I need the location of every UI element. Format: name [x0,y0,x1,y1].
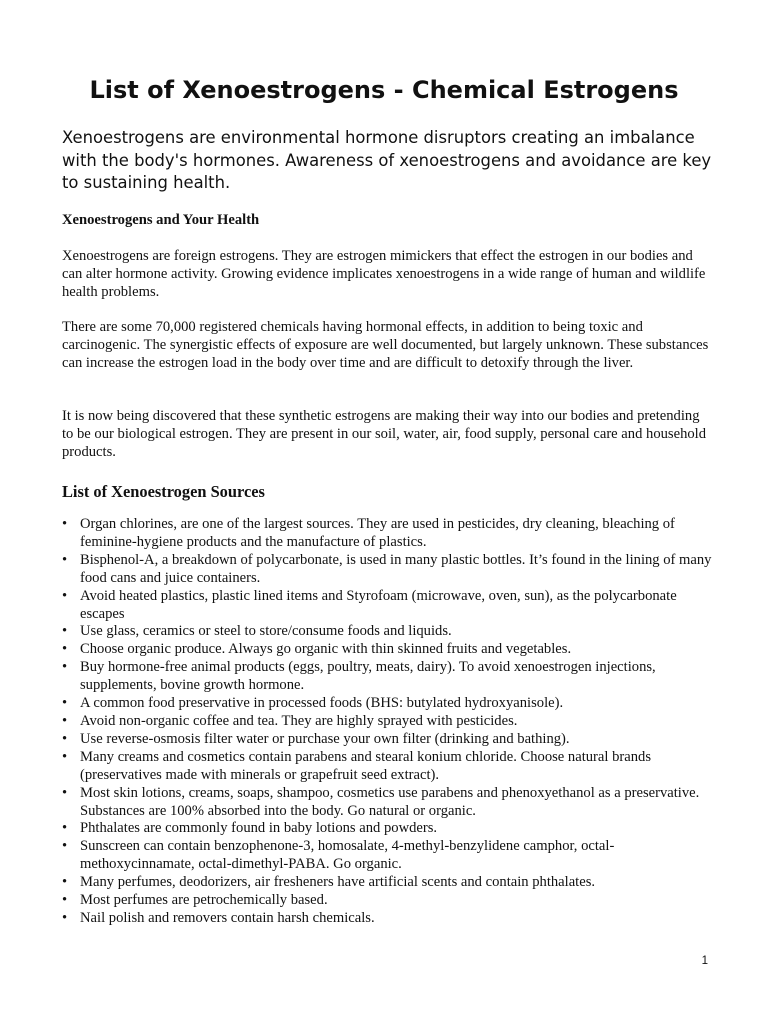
body-paragraph: It is now being discovered that these synthetic estrogens are making their way into our bodies and pretending to be our biological estrogen. They are present in our soil, water, air, food supply, personal care and household products. [62,408,707,461]
list-item-text: Nail polish and removers contain harsh chemicals. [80,909,375,926]
list-item-text: Buy hormone-free animal products (eggs, poultry, meats, dairy). To avoid xenoestrogen injections, supplements, bovine growth hormone. [80,659,656,694]
health-heading: Xenoestrogens and Your Health [62,212,260,228]
bullet-icon: • [62,874,68,891]
body-paragraph: Xenoestrogens are foreign estrogens. They are estrogen mimickers that effect the estrogen in our bodies and can alter hormone activity. Growing evidence implicates xenoestrogens in a wide range of human and wildlife health problems. [62,248,706,301]
sources-list [62,516,712,928]
body-paragraph: There are some 70,000 registered chemicals having hormonal effects, in addition to being toxic and carcinogenic. The synergistic effects of exposure are well documented, but largely unknown. These substances can increase the estrogen load in the body over time and are difficult to detoxify through the liver. [62,319,709,372]
bullet-icon: • [62,838,68,855]
list-item [62,892,712,910]
bullet-icon: • [62,712,68,729]
list-item-text: Phthalates are commonly found in baby lotions and powders. [80,820,438,837]
list-item-text: Choose organic produce. Always go organic with thin skinned fruits and vegetables. [80,641,572,658]
page-number: 1 [701,955,708,967]
intro-paragraph: Xenoestrogens are environmental hormone disruptors creating an imbalance with the body's hormones. Awareness of xenoestrogens and avoidance are key to sustaining health. [62,128,712,192]
bullet-icon: • [62,748,68,765]
bullet-icon: • [62,892,68,909]
list-item [62,516,712,552]
sources-heading: List of Xenoestrogen Sources [62,482,265,501]
bullet-icon: • [62,730,68,747]
list-item [62,552,712,588]
list-item [62,713,712,731]
list-item [62,749,712,785]
list-item [62,641,712,659]
list-item [62,910,712,928]
list-item-text: A common food preservative in processed foods (BHS: butylated hydroxyanisole). [80,695,564,712]
list-item-text: Most perfumes are petrochemically based. [80,892,328,909]
bullet-icon: • [62,551,68,568]
list-item-text: Use glass, ceramics or steel to store/consume foods and liquids. [80,623,452,640]
list-item-text: Organ chlorines, are one of the largest sources. They are used in pesticides, dry cleaning, bleaching of feminine-hygiene products and the manufacture of plastics. [80,516,675,550]
bullet-icon: • [62,695,68,712]
list-item [62,588,712,624]
list-item [62,731,712,749]
bullet-icon: • [62,820,68,837]
list-item-text: Most skin lotions, creams, soaps, shampoo, cosmetics use parabens and phenoxyethanol as a preservative. Substances are 100% absorbed into the body. Go natural or organic. [80,784,700,819]
document-title: List of Xenoestrogens - Chemical Estrogens [89,76,679,104]
list-item-text: Sunscreen can contain benzophenone-3, homosalate, 4-methyl-benzylidene camphor, octal-methoxycinnamate, octal-dimethyl-PABA. Go organic. [80,838,615,873]
list-item [62,874,712,892]
bullet-icon: • [62,909,68,926]
bullet-icon: • [62,516,68,532]
bullet-icon: • [62,784,68,801]
list-item [62,623,712,641]
list-item [62,695,712,713]
list-item [62,820,712,838]
bullet-icon: • [62,641,68,658]
bullet-icon: • [62,587,68,604]
bullet-icon: • [62,623,68,640]
list-item-text: Avoid non-organic coffee and tea. They are highly sprayed with pesticides. [80,712,518,729]
list-item-text: Many perfumes, deodorizers, air fresheners have artificial scents and contain phthalates. [80,874,596,891]
bullet-icon: • [62,659,68,676]
list-item-text: Avoid heated plastics, plastic lined items and Styrofoam (microwave, oven, sun), as the polycarbonate escapes [80,587,677,622]
list-item [62,838,712,874]
list-item-text: Many creams and cosmetics contain parabens and stearal konium chloride. Choose natural brands (preservatives made with minerals or grapefruit seed extract). [80,748,652,783]
list-item [62,659,712,695]
list-item-text: Use reverse-osmosis filter water or purchase your own filter (drinking and bathing). [80,730,570,747]
list-item-text: Bisphenol-A, a breakdown of polycarbonate, is used in many plastic bottles. It’s found in the lining of many food cans and juice containers. [80,551,712,586]
list-item [62,785,712,821]
